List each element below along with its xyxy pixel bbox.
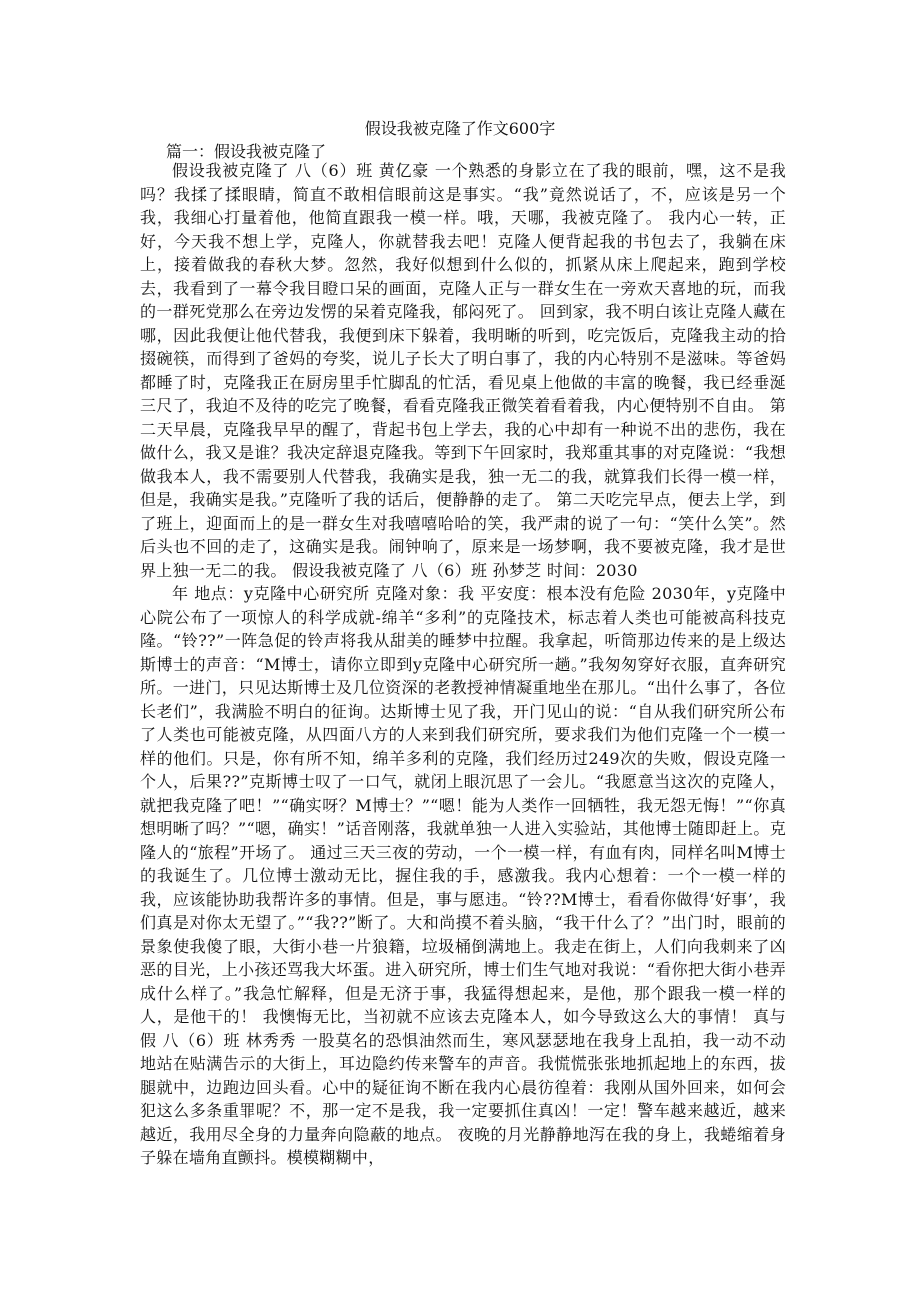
paragraph: 假设我被克隆了 八（6）班 黄亿豪 一个熟悉的身影立在了我的眼前，嘿，这不是我吗？我揉了揉眼睛，简直不敢相信眼前这是事实。“我”竟然说话了，不，应该是另一个我，我细心打量着他，他简直跟我一模一样。哦，天哪，我被克隆了。 我内心一转，正好，今天我不想上学，克隆人，你就替我去吧！克隆人便背起我的书包去了，我躺在床上，接着做我的春秋大梦。忽然，我好似想到什么似的，抓紧从床上爬起来，跑到学校去，我看到了一幕令我目瞪口呆的画面，克隆人正与一群女生在一旁欢天喜地的玩，而我的一群死党那么在旁边发愣的呆着克隆我，郁闷死了。 回到家，我不明白该让克隆人藏在哪，因此我便让他代替我，我便到床下躲着，我明晰的听到，吃完饭后，克隆我主动的拾掇碗筷，而得到了爸妈的夸奖，说儿子长大了明白事了，我的内心特别不是滋味。等爸妈都睡了时，克隆我正在厨房里手忙脚乱的忙活，看见桌上他做的丰富的晚餐，我已经垂涎三尺了，我迫不及待的吃完了晚餐，看看克隆我正微笑着看着我，内心便特别不自由。 第二天早晨，克隆我早早的醒了，背起书包上学去，我的心中却有一种说不出的悲伤，我在做什么，我又是谁？我决定辞退克隆我。等到下午回家时，我郑重其事的对克隆说：“我想做我本人，我不需要别人代替我，我确实是我，独一无二的我，就算我们长得一模一样，但是，我确实是我。”克隆听了我的话后，便静静的走了。 第二天吃完早点，便去上学，到了班上，迎面而上的是一群女生对我嘻嘻哈哈的笑，我严肃的说了一句：“笑什么笑”。然后头也不回的走了，这确实是我。闹钟响了，原来是一场梦啊，我不要被克隆，我才是世界上独一无二的我。 假设我被克隆了 八（6）班 孙梦芝 时间：2030: [140, 161, 786, 580]
section-heading: 篇一：假设我被克隆了: [166, 142, 327, 161]
document-body: [140, 159, 786, 1170]
document-title: 假设我被克隆了作文600字: [364, 119, 556, 138]
paragraph: 年 地点：y克隆中心研究所 克隆对象：我 平安度：根本没有危险 2030年，y克隆中心院公布了一项惊人的科学成就-绵羊“多利”的克隆技术，标志着人类也可能被高科技克隆。“铃??”一阵急促的铃声将我从甜美的睡梦中拉醒。我拿起，听筒那边传来的是上级达斯博士的声音：“M博士，请你立即到y克隆中心研究所一趟。”我匆匆穿好衣服，直奔研究所。一进门，只见达斯博士及几位资深的老教授神情凝重地坐在那儿。“出什么事了，各位长老们”，我满脸不明白的征询。达斯博士见了我，开门见山的说：“自从我们研究所公布了人类也可能被克隆，从四面八方的人来到我们研究所，要求我们为他们克隆一个一模一样的他们。只是，你有所不知，绵羊多利的克隆，我们经历过249次的失败，假设克隆一个人，后果??”克斯博士叹了一口气，就闭上眼沉思了一会儿。“我愿意当这次的克隆人，就把我克隆了吧！”“确实呀？M博士？”“嗯！能为人类作一回牺牲，我无怨无悔！”“你真想明晰了吗？”“嗯，确实！”话音刚落，我就单独一人进入实验站，其他博士随即赶上。克隆人的“旅程”开场了。 通过三天三夜的劳动，一个一模一样，有血有肉，同样名叫M博士的我诞生了。几位博士激动无比，握住我的手，感激我。我内心想着：一个一模一样的我，应该能协助我帮许多的事情。但是，事与愿违。“铃??M博士，看看你做得‘好事’，我们真是对你太无望了。”“我??”断了。大和尚摸不着头脑，“我干什么了？”出门时，眼前的景象使我傻了眼，大街小巷一片狼籍，垃圾桶倒满地上。我走在街上，人们向我刺来了凶恶的目光，上小孩还骂我大坏蛋。进入研究所，博士们生气地对我说：“看你把大街小巷弄成什么样了。”我急忙解释，但是无济于事，我猛得想起来，是他，那个跟我一模一样的人，是他干的！ 我懊悔无比，当初就不应该去克隆本人，如今导致这么大的事情！ 真与假 八（6）班 林秀秀 一股莫名的恐惧油然而生，寒风瑟瑟地在我身上乱拍，我一动不动地站在贴满告示的大街上，耳边隐约传来警车的声音。我慌慌张张地抓起地上的东西，拔腿就中，边跑边回头看。心中的疑征询不断在我内心晨彷徨着：我刚从国外回来，如何会犯这么多条重罪呢？不，那一定不是我，我一定要抓住真凶！一定！警车越来越近，越来越近，我用尽全身的力量奔向隐蔽的地点。 夜晚的月光静静地泻在我的身上，我蜷缩着身子躲在墙角直颤抖。模模糊糊中，: [140, 584, 786, 1167]
